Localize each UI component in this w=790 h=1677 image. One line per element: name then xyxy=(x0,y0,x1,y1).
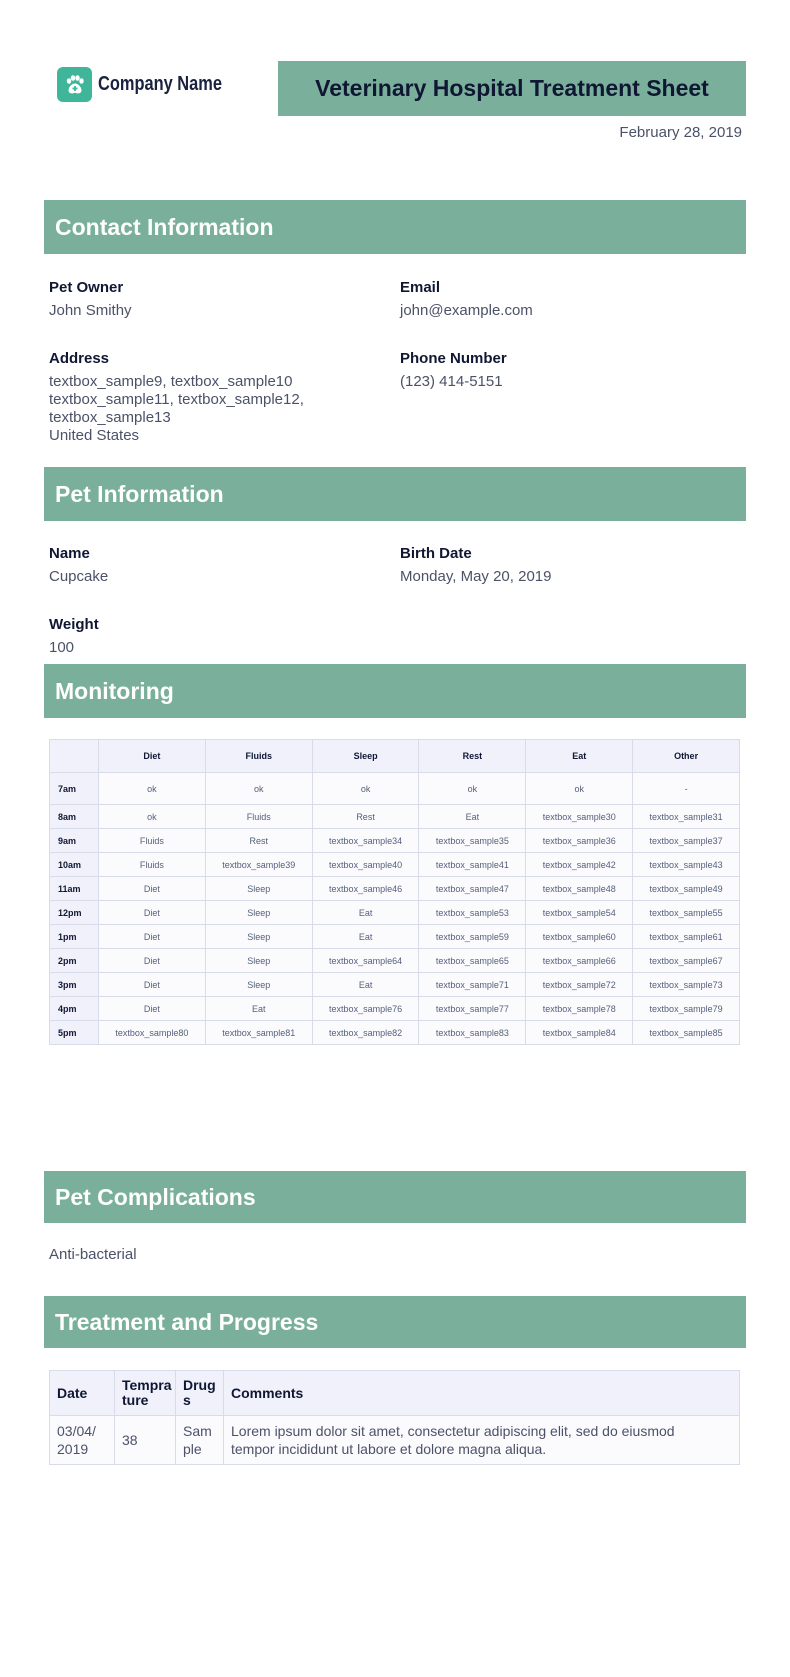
table-cell: textbox_sample85 xyxy=(633,1021,740,1045)
temperature-cell: 38 xyxy=(115,1416,176,1465)
column-header: Other xyxy=(633,740,740,773)
complications-text: Anti-bacterial xyxy=(49,1246,137,1263)
document-date: February 28, 2019 xyxy=(619,124,742,141)
table-cell: textbox_sample79 xyxy=(633,997,740,1021)
table-cell: textbox_sample64 xyxy=(312,949,419,973)
table-cell: textbox_sample67 xyxy=(633,949,740,973)
monitoring-table xyxy=(49,739,740,1045)
address-line: textbox_sample9, textbox_sample10 xyxy=(49,373,293,390)
column-header-drugs xyxy=(176,1371,224,1416)
monitoring-section-header: Monitoring xyxy=(44,664,746,718)
address-country: United States xyxy=(49,427,140,444)
time-cell: 2pm xyxy=(50,949,99,973)
cell-line: 2019 xyxy=(57,1441,89,1457)
treatment-table xyxy=(49,1370,740,1465)
table-cell: textbox_sample41 xyxy=(419,853,526,877)
table-cell: Sleep xyxy=(205,973,312,997)
table-cell: - xyxy=(633,773,740,805)
weight-value: 100 xyxy=(49,639,75,656)
table-cell: ok xyxy=(205,773,312,805)
table-cell: textbox_sample40 xyxy=(312,853,419,877)
header-line: ture xyxy=(122,1392,149,1408)
table-cell: ok xyxy=(526,773,633,805)
time-cell: 5pm xyxy=(50,1021,99,1045)
time-cell: 10am xyxy=(50,853,99,877)
complications-section-header: Pet Complications xyxy=(44,1171,746,1223)
time-cell: 1pm xyxy=(50,925,99,949)
table-cell: Sleep xyxy=(205,925,312,949)
table-cell: textbox_sample76 xyxy=(312,997,419,1021)
table-row xyxy=(50,805,740,829)
pet-owner-label: Pet Owner xyxy=(49,279,124,296)
time-cell: 3pm xyxy=(50,973,99,997)
header-line: s xyxy=(183,1392,191,1408)
table-cell: textbox_sample80 xyxy=(99,1021,206,1045)
table-row xyxy=(50,829,740,853)
table-cell: Rest xyxy=(205,829,312,853)
table-cell: Diet xyxy=(99,997,206,1021)
table-cell: textbox_sample42 xyxy=(526,853,633,877)
table-cell: textbox_sample39 xyxy=(205,853,312,877)
header-line: Tempra xyxy=(122,1377,172,1393)
table-cell: textbox_sample71 xyxy=(419,973,526,997)
table-cell: textbox_sample65 xyxy=(419,949,526,973)
table-cell: textbox_sample82 xyxy=(312,1021,419,1045)
table-cell: textbox_sample31 xyxy=(633,805,740,829)
address-line: textbox_sample11, textbox_sample12, xyxy=(49,391,304,408)
table-cell: Diet xyxy=(99,949,206,973)
table-cell: Rest xyxy=(312,805,419,829)
treatment-section-header: Treatment and Progress xyxy=(44,1296,746,1348)
pet-section-header: Pet Information xyxy=(44,467,746,521)
table-cell: textbox_sample73 xyxy=(633,973,740,997)
table-cell: Sleep xyxy=(205,901,312,925)
time-cell: 9am xyxy=(50,829,99,853)
table-cell: textbox_sample48 xyxy=(526,877,633,901)
address-label: Address xyxy=(49,350,110,367)
phone-label: Phone Number xyxy=(400,350,507,367)
date-cell xyxy=(50,1416,115,1465)
monitoring-header-row xyxy=(50,740,740,773)
document-title: Veterinary Hospital Treatment Sheet xyxy=(315,75,709,101)
time-cell: 8am xyxy=(50,805,99,829)
table-row xyxy=(50,925,740,949)
table-row xyxy=(50,1021,740,1045)
table-cell: Eat xyxy=(312,973,419,997)
table-cell: textbox_sample66 xyxy=(526,949,633,973)
time-cell: 4pm xyxy=(50,997,99,1021)
cell-line: tempor incididunt ut labore et dolore magna aliqua. xyxy=(231,1441,547,1457)
table-cell: Fluids xyxy=(205,805,312,829)
weight-label: Weight xyxy=(49,616,99,633)
drugs-cell xyxy=(176,1416,224,1465)
treatment-header-row xyxy=(50,1371,740,1416)
company-name: Company Name xyxy=(98,73,222,95)
table-cell: textbox_sample35 xyxy=(419,829,526,853)
paw-icon xyxy=(57,67,92,102)
pet-name-value: Cupcake xyxy=(49,568,109,585)
cell-line: Sam xyxy=(183,1423,212,1439)
table-cell: textbox_sample36 xyxy=(526,829,633,853)
phone-value: (123) 414-5151 xyxy=(400,373,503,390)
table-cell: Eat xyxy=(419,805,526,829)
table-cell: Fluids xyxy=(99,829,206,853)
cell-line: ple xyxy=(183,1441,202,1457)
time-cell: 11am xyxy=(50,877,99,901)
table-cell: textbox_sample72 xyxy=(526,973,633,997)
table-cell: textbox_sample34 xyxy=(312,829,419,853)
table-cell: textbox_sample60 xyxy=(526,925,633,949)
table-cell: Fluids xyxy=(99,853,206,877)
column-header-comments: Comments xyxy=(224,1371,740,1416)
table-cell: textbox_sample61 xyxy=(633,925,740,949)
table-cell: Diet xyxy=(99,901,206,925)
table-cell: textbox_sample84 xyxy=(526,1021,633,1045)
column-header: Sleep xyxy=(312,740,419,773)
column-header: Fluids xyxy=(205,740,312,773)
table-cell: textbox_sample49 xyxy=(633,877,740,901)
table-cell: Eat xyxy=(312,925,419,949)
table-row xyxy=(50,901,740,925)
column-header: Eat xyxy=(526,740,633,773)
document-title-band xyxy=(278,61,746,116)
table-cell: textbox_sample46 xyxy=(312,877,419,901)
comments-cell xyxy=(224,1416,740,1465)
table-cell: ok xyxy=(99,805,206,829)
company-logo xyxy=(57,67,249,102)
table-cell: textbox_sample59 xyxy=(419,925,526,949)
table-cell: textbox_sample55 xyxy=(633,901,740,925)
address-value xyxy=(49,373,304,445)
table-cell: textbox_sample30 xyxy=(526,805,633,829)
table-cell: Diet xyxy=(99,877,206,901)
table-cell: textbox_sample47 xyxy=(419,877,526,901)
table-cell: Diet xyxy=(99,973,206,997)
table-row xyxy=(50,973,740,997)
time-cell: 12pm xyxy=(50,901,99,925)
header-line: Drug xyxy=(183,1377,216,1393)
table-cell: textbox_sample83 xyxy=(419,1021,526,1045)
table-cell: Sleep xyxy=(205,949,312,973)
address-line: textbox_sample13 xyxy=(49,409,171,426)
pet-name-label: Name xyxy=(49,545,90,562)
birth-date-label: Birth Date xyxy=(400,545,472,562)
time-cell: 7am xyxy=(50,773,99,805)
table-cell: ok xyxy=(419,773,526,805)
cell-line: 03/04/ xyxy=(57,1423,96,1439)
table-cell: ok xyxy=(99,773,206,805)
table-cell: textbox_sample78 xyxy=(526,997,633,1021)
table-cell: ok xyxy=(312,773,419,805)
cell-line: Lorem ipsum dolor sit amet, consectetur adipiscing elit, sed do eiusmod xyxy=(231,1423,675,1439)
email-label: Email xyxy=(400,279,441,296)
contact-section-header: Contact Information xyxy=(44,200,746,254)
pet-owner-value: John Smithy xyxy=(49,302,132,319)
table-cell: Eat xyxy=(312,901,419,925)
column-header: Rest xyxy=(419,740,526,773)
table-row xyxy=(50,1416,740,1465)
column-header-date: Date xyxy=(50,1371,115,1416)
table-cell: textbox_sample54 xyxy=(526,901,633,925)
table-row xyxy=(50,997,740,1021)
table-row xyxy=(50,853,740,877)
table-cell: Sleep xyxy=(205,877,312,901)
birth-date-value: Monday, May 20, 2019 xyxy=(400,568,552,585)
table-cell: textbox_sample43 xyxy=(633,853,740,877)
column-header: Diet xyxy=(99,740,206,773)
column-header-temperature xyxy=(115,1371,176,1416)
table-row xyxy=(50,773,740,805)
email-value: john@example.com xyxy=(400,302,533,319)
column-header xyxy=(50,740,99,773)
table-cell: textbox_sample81 xyxy=(205,1021,312,1045)
table-cell: textbox_sample37 xyxy=(633,829,740,853)
table-cell: Diet xyxy=(99,925,206,949)
table-cell: textbox_sample77 xyxy=(419,997,526,1021)
table-cell: Eat xyxy=(205,997,312,1021)
table-row xyxy=(50,949,740,973)
table-row xyxy=(50,877,740,901)
table-cell: textbox_sample53 xyxy=(419,901,526,925)
